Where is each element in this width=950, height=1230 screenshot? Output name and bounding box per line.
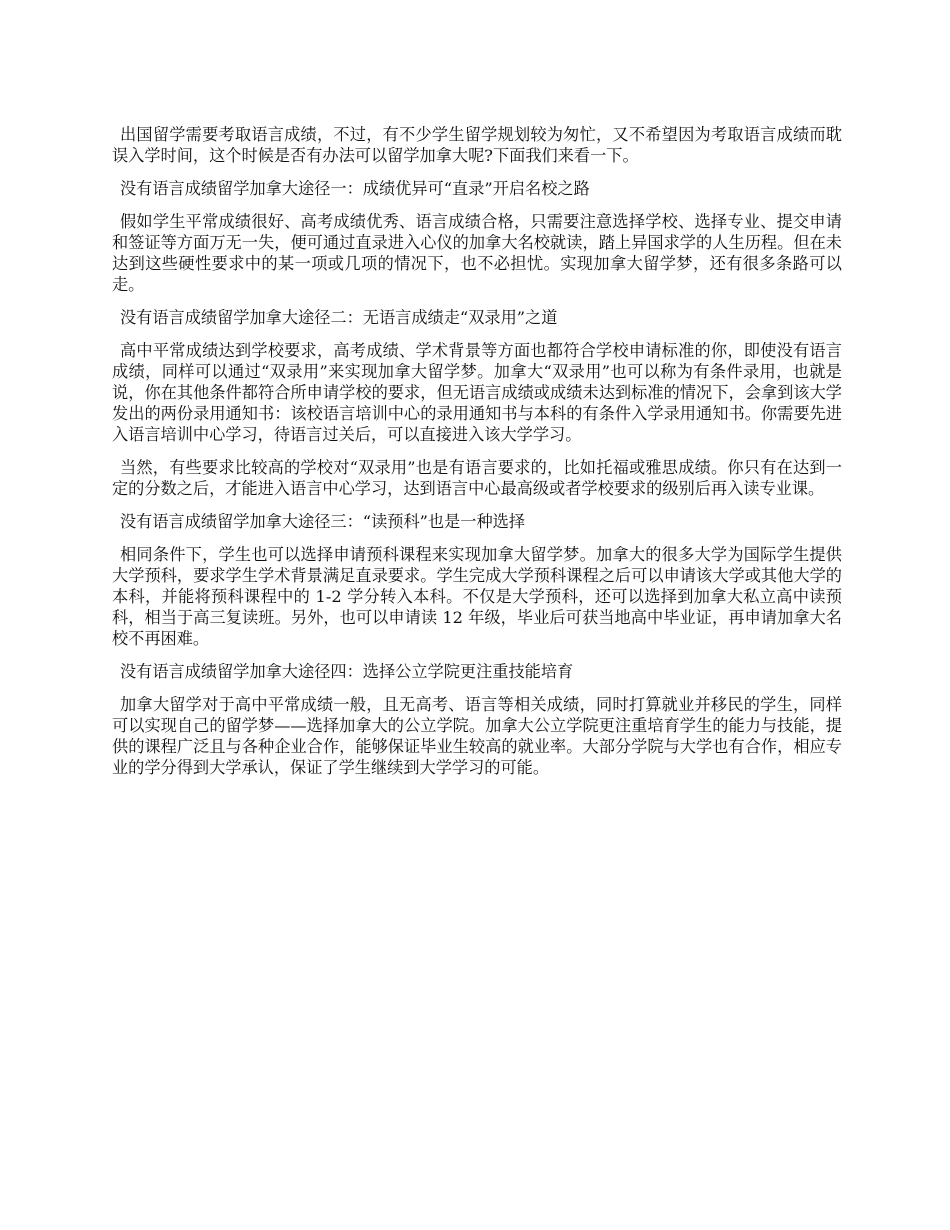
section-paragraph-2b: 当然，有些要求比较高的学校对“双录用”也是有语言要求的，比如托福或雅思成绩。你只有在达到一定的分数之后，才能进入语言中心学习，达到语言中心最高级或者学校要求的级别后再入读专业课。	[112, 458, 842, 498]
section-paragraph-3: 相同条件下，学生也可以选择申请预科课程来实现加拿大留学梦。加拿大的很多大学为国际学生提供大学预科，要求学生学术背景满足直录要求。学生完成大学预科课程之后可以申请该大学或其他大学的本科，并能将预科课程中的 1-2 学分转入本科。不仅是大学预科，还可以选择到加拿大私立高中读预科，相当于高三复读班。另外，也可以申请读 12 年级，毕业后可获当地高中毕业证，再申请加拿大名校不再困难。	[112, 545, 842, 648]
section-heading-1: 没有语言成绩留学加拿大途径一：成绩优异可“直录”开启名校之路	[120, 179, 590, 198]
section-heading-2: 没有语言成绩留学加拿大途径二：无语言成绩走“双录用”之道	[120, 308, 558, 327]
section-paragraph-2a: 高中平常成绩达到学校要求，高考成绩、学术背景等方面也都符合学校申请标准的你，即使没有语言成绩，同样可以通过“双录用”来实现加拿大留学梦。加拿大“双录用”也可以称为有条件录用，也就是说，你在其他条件都符合所申请学校的要求，但无语言成绩或成绩未达到标准的情况下，会拿到该大学发出的两份录用通知书：该校语言培训中心的录用通知书与本科的有条件入学录用通知书。你需要先进入语言培训中心学习，待语言过关后，可以直接进入该大学学习。	[112, 341, 842, 444]
document-body	[112, 124, 842, 790]
section-paragraph-4: 加拿大留学对于高中平常成绩一般，且无高考、语言等相关成绩，同时打算就业并移民的学生，同样可以实现自己的留学梦——选择加拿大的公立学院。加拿大公立学院更注重培育学生的能力与技能，提供的课程广泛且与各种企业合作，能够保证毕业生较高的就业率。大部分学院与大学也有合作，相应专业的学分得到大学承认，保证了学生继续到大学学习的可能。	[112, 695, 842, 777]
section-heading-4: 没有语言成绩留学加拿大途径四：选择公立学院更注重技能培育	[120, 662, 574, 681]
section-paragraph-1: 假如学生平常成绩很好、高考成绩优秀、语言成绩合格，只需要注意选择学校、选择专业、提交申请和签证等方面万无一失，便可通过直录进入心仪的加拿大名校就读，踏上异国求学的人生历程。但在未达到这些硬性要求中的某一项或几项的情况下，也不必担忧。实现加拿大留学梦，还有很多条路可以走。	[112, 212, 842, 294]
intro-paragraph: 出国留学需要考取语言成绩，不过，有不少学生留学规划较为匆忙，又不希望因为考取语言成绩而耽误入学时间，这个时候是否有办法可以留学加拿大呢?下面我们来看一下。	[112, 125, 842, 165]
section-heading-3: 没有语言成绩留学加拿大途径三：“读预科”也是一种选择	[120, 512, 526, 531]
